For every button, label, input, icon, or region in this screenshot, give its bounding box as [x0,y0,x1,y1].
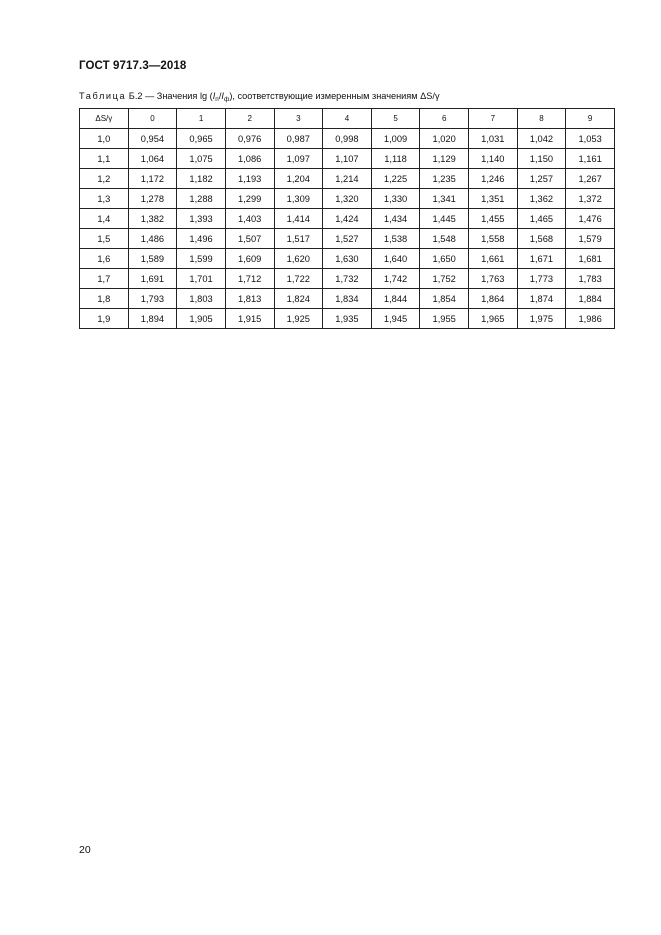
table-cell: 1,507 [225,229,274,249]
table-cell: 1,193 [225,169,274,189]
table-cell: 1,362 [517,189,566,209]
table-cell: 1,455 [469,209,518,229]
table-cell: 0,954 [128,129,177,149]
table-cell: 1,864 [469,289,518,309]
row-label-cell: 1,2 [80,169,129,189]
table-cell: 1,773 [517,269,566,289]
table-cell: 1,915 [225,309,274,329]
table-cell: 1,579 [566,229,615,249]
table-cell: 1,341 [420,189,469,209]
table-cell: 1,620 [274,249,323,269]
table-cell: 0,998 [323,129,372,149]
table-cell: 1,752 [420,269,469,289]
table-cell: 1,661 [469,249,518,269]
table-cell: 1,042 [517,129,566,149]
row-label-cell: 1,4 [80,209,129,229]
table-cell: 1,813 [225,289,274,309]
row-label-cell: 1,6 [80,249,129,269]
table-cell: 1,884 [566,289,615,309]
column-header-9: 9 [566,109,615,129]
column-header-7: 7 [469,109,518,129]
table-caption [79,91,440,103]
column-header-6: 6 [420,109,469,129]
column-header-4: 4 [323,109,372,129]
table-cell: 1,434 [371,209,420,229]
table-cell: 1,599 [177,249,226,269]
table-cell: 1,172 [128,169,177,189]
table-cell: 1,445 [420,209,469,229]
table-row [80,229,615,249]
table-cell: 1,424 [323,209,372,229]
table-cell: 1,107 [323,149,372,169]
row-label-cell: 1,9 [80,309,129,329]
table-row [80,189,615,209]
table-cell: 1,568 [517,229,566,249]
table-cell: 1,214 [323,169,372,189]
table-cell: 1,517 [274,229,323,249]
table-cell: 1,161 [566,149,615,169]
table-cell: 1,701 [177,269,226,289]
table-cell: 1,403 [225,209,274,229]
table-cell: 1,031 [469,129,518,149]
table-cell: 1,086 [225,149,274,169]
table-cell: 1,589 [128,249,177,269]
caption-intensity-symbol-2: I [221,91,224,101]
table-cell: 1,235 [420,169,469,189]
table-cell: 1,225 [371,169,420,189]
table-cell: 0,987 [274,129,323,149]
table-cell: 1,288 [177,189,226,209]
column-header-5: 5 [371,109,420,129]
table-cell: 1,182 [177,169,226,189]
table-cell: 1,712 [225,269,274,289]
table-cell: 1,925 [274,309,323,329]
row-label-cell: 1,5 [80,229,129,249]
table-cell: 1,650 [420,249,469,269]
table-cell: 1,640 [371,249,420,269]
table-cell: 1,118 [371,149,420,169]
table-cell: 1,965 [469,309,518,329]
table-cell: 1,558 [469,229,518,249]
caption-intensity-symbol: I [212,91,216,101]
table-cell: 1,097 [274,149,323,169]
table-cell: 1,844 [371,289,420,309]
table-header-row [80,109,615,129]
table-cell: 1,351 [469,189,518,209]
table-row [80,129,615,149]
table-cell: 1,476 [566,209,615,229]
table-cell: 1,691 [128,269,177,289]
page-number: 20 [79,844,91,856]
table-row [80,169,615,189]
document-header: ГОСТ 9717.3—2018 [79,60,187,72]
table-cell: 1,986 [566,309,615,329]
table-cell: 1,793 [128,289,177,309]
column-header-1: 1 [177,109,226,129]
table-cell: 1,129 [420,149,469,169]
table-cell: 1,722 [274,269,323,289]
column-header-3: 3 [274,109,323,129]
table-cell: 1,894 [128,309,177,329]
table-cell: 1,803 [177,289,226,309]
row-label-cell: 1,3 [80,189,129,209]
table-cell: 1,257 [517,169,566,189]
row-label-cell: 1,1 [80,149,129,169]
table-cell: 1,763 [469,269,518,289]
table-cell: 1,874 [517,289,566,309]
values-table [79,108,615,329]
table-cell: 1,309 [274,189,323,209]
table-cell: 1,053 [566,129,615,149]
caption-prefix: Таблица [79,91,127,101]
table-cell: 1,955 [420,309,469,329]
table-row [80,209,615,229]
table-row [80,289,615,309]
table-cell: 1,372 [566,189,615,209]
table-cell: 1,393 [177,209,226,229]
row-label-cell: 1,8 [80,289,129,309]
table-cell: 1,267 [566,169,615,189]
table-row [80,149,615,169]
row-label-cell: 1,7 [80,269,129,289]
caption-subscript-p: п [215,96,219,103]
table-cell: 1,905 [177,309,226,329]
table-cell: 1,320 [323,189,372,209]
caption-table-number: Б.2 [128,91,143,101]
table-cell: 1,009 [371,129,420,149]
table-cell: 1,486 [128,229,177,249]
table-cell: 1,854 [420,289,469,309]
caption-text-before: — Значения lg ( [145,91,213,101]
column-header-0: 0 [128,109,177,129]
table-cell: 1,527 [323,229,372,249]
caption-slash: / [218,91,222,101]
table-cell: 1,382 [128,209,177,229]
table-cell: 1,020 [420,129,469,149]
table-cell: 1,742 [371,269,420,289]
table-cell: 1,299 [225,189,274,209]
table-cell: 1,140 [469,149,518,169]
table-cell: 1,204 [274,169,323,189]
table-cell: 1,630 [323,249,372,269]
table-cell: 1,538 [371,229,420,249]
table-cell: 1,609 [225,249,274,269]
caption-subscript-f: ф [223,96,230,103]
table-cell: 1,824 [274,289,323,309]
column-header-8: 8 [517,109,566,129]
table-cell: 1,975 [517,309,566,329]
table-row [80,309,615,329]
table-row [80,269,615,289]
table-cell: 1,246 [469,169,518,189]
table-cell: 1,935 [323,309,372,329]
table-body [80,129,615,329]
table-cell: 1,671 [517,249,566,269]
table-row [80,249,615,269]
table-cell: 1,465 [517,209,566,229]
table-cell: 1,732 [323,269,372,289]
table-cell: 1,278 [128,189,177,209]
table-cell: 1,075 [177,149,226,169]
corner-header-cell: ΔS/γ [80,109,129,129]
table-cell: 1,150 [517,149,566,169]
row-label-cell: 1,0 [80,129,129,149]
table-cell: 1,945 [371,309,420,329]
table-cell: 1,414 [274,209,323,229]
table-cell: 1,496 [177,229,226,249]
table-cell: 1,681 [566,249,615,269]
column-header-2: 2 [225,109,274,129]
table-cell: 1,064 [128,149,177,169]
table-cell: 1,783 [566,269,615,289]
table-cell: 1,548 [420,229,469,249]
caption-text-after: ), соответствующие измеренным значениям ΔS/γ [229,91,440,101]
table-cell: 1,834 [323,289,372,309]
table-cell: 1,330 [371,189,420,209]
table-cell: 0,976 [225,129,274,149]
table-cell: 0,965 [177,129,226,149]
